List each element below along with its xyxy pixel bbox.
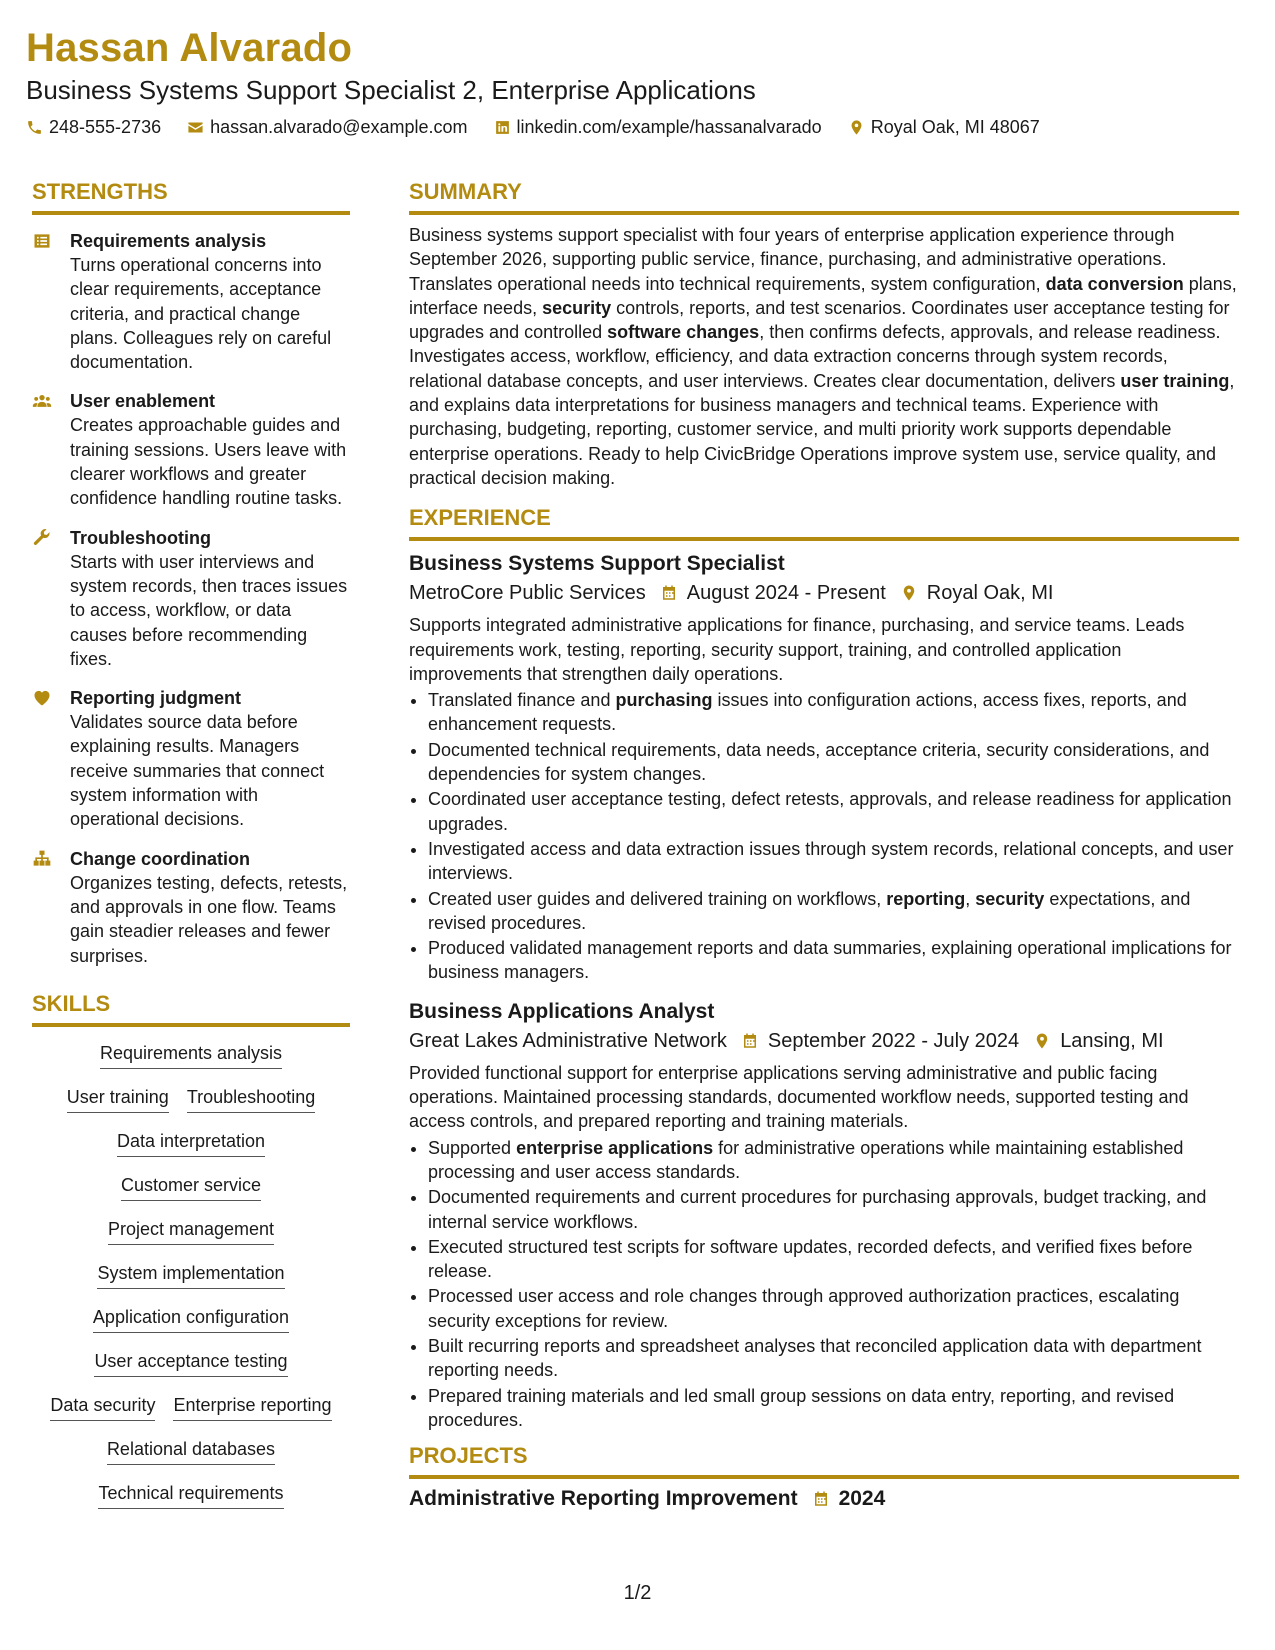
text-run: Produced validated management reports and data summaries, explaining operational implications for business managers. [428, 938, 1232, 983]
calendar-icon [741, 1032, 759, 1050]
job-dates-wrap [741, 1027, 1019, 1055]
strength-item [32, 686, 350, 831]
job-bullet [428, 887, 1239, 936]
users-icon [32, 391, 52, 411]
bold-text: data conversion [1045, 273, 1184, 294]
text-run: Translated finance and [428, 690, 616, 711]
contact-email[interactable] [187, 116, 467, 138]
text-run: Coordinated user acceptance testing, defect retests, approvals, and release readiness for application upgrades. [428, 789, 1232, 834]
skill-tag: User acceptance testing [94, 1349, 287, 1377]
bold-text: reporting [886, 888, 966, 909]
skills-list [32, 1041, 350, 1509]
job-location-wrap [900, 579, 1054, 607]
skill-tag: Customer service [121, 1173, 261, 1201]
skill-tag: Data security [50, 1393, 155, 1421]
strength-title: Change coordination [70, 848, 250, 869]
text-run: , [965, 888, 976, 909]
text-run: Documented requirements and current procedures for purchasing approvals, budget tracking, and internal service workflows. [428, 1187, 1207, 1232]
job-company: Great Lakes Administrative Network [409, 1029, 727, 1052]
text-run: Prepared training materials and led small group sessions on data entry, reporting, and revised procedures. [428, 1385, 1175, 1430]
envelope-icon [187, 119, 204, 136]
job-bullet [428, 1384, 1239, 1433]
map-pin-icon [848, 119, 865, 136]
job-dates: August 2024 - Present [686, 582, 886, 605]
text-run: Built recurring reports and spreadsheet analyses that reconciled application data with department reporting needs. [428, 1335, 1202, 1381]
job-bullet [428, 1136, 1239, 1185]
skill-tag: Data interpretation [117, 1129, 265, 1157]
strength-item [32, 229, 350, 374]
location-text: Royal Oak, MI 48067 [870, 117, 1040, 137]
contact-bar [26, 116, 1249, 138]
page-number: 1/2 [623, 1582, 652, 1604]
skill-tag: Application configuration [93, 1305, 289, 1333]
text-run: Processed user access and role changes through approved authorization practices, escalating security exceptions for review. [428, 1286, 1180, 1331]
job-bullet [428, 936, 1239, 985]
skills-heading: SKILLS [32, 990, 350, 1027]
resume-header [26, 22, 1249, 138]
text-run: Business systems support specialist with four years of enterprise application experience through September 2026, supporting public service, finance, purchasing, and administrative operations. Translates operational needs into technical requirements, system configuration, [409, 225, 1175, 294]
skill-tag: User training [67, 1085, 169, 1113]
map-pin-icon [900, 584, 918, 602]
text-run: Created user guides and delivered training on workflows, [428, 888, 887, 909]
job-description: Supports integrated administrative applications for finance, purchasing, and service teams. Leads requirements work, testing, reporting, security support, training, and controlled application improvements that strengthen daily operations. [409, 615, 1185, 684]
strengths-heading: STRENGTHS [32, 178, 350, 215]
strength-title: Troubleshooting [70, 527, 211, 548]
experience-heading: EXPERIENCE [409, 504, 1239, 541]
strength-desc: Organizes testing, defects, retests, and approvals in one flow. Teams gain steadier releases and fewer surprises. [70, 872, 348, 966]
job-location-wrap [1033, 1027, 1163, 1055]
skill-tag: Relational databases [107, 1437, 275, 1465]
phone-icon [26, 119, 43, 136]
bold-text: purchasing [615, 690, 713, 711]
job-description: Provided functional support for enterprise applications serving administrative and public facing operations. Maintained processing standards, documented workflow needs, supported testing and access controls, and prepared reporting and training materials. [409, 1062, 1189, 1132]
job-bullet [428, 1185, 1239, 1234]
text-run: expectations, and revised procedures. [428, 888, 1191, 933]
job-dates: September 2022 - July 2024 [767, 1029, 1020, 1052]
candidate-name: Hassan Alvarado [26, 26, 353, 70]
strength-item [32, 389, 350, 510]
job-dates-wrap [660, 579, 886, 607]
job-bullet [428, 837, 1239, 886]
strength-item [32, 847, 350, 968]
skill-tag: System implementation [97, 1261, 284, 1289]
skill-tag: Project management [108, 1217, 274, 1245]
job-location: Lansing, MI [1060, 1029, 1164, 1052]
job-entry [409, 997, 1239, 1432]
job-bullet [428, 1334, 1239, 1383]
bold-text: security [542, 297, 612, 318]
strengths-list [32, 229, 350, 968]
sitemap-icon [32, 849, 52, 869]
bold-text: user training [1120, 370, 1230, 391]
text-run: for administrative operations while maintaining established processing and user access standards. [428, 1137, 1184, 1182]
strength-item [32, 526, 350, 671]
map-pin-icon [1033, 1032, 1051, 1050]
text-run: Documented technical requirements, data needs, acceptance criteria, security considerations, and dependencies for system changes. [428, 739, 1210, 785]
candidate-title: Business Systems Support Specialist 2, Enterprise Applications [26, 75, 756, 105]
contact-phone [26, 116, 161, 138]
linkedin-text[interactable]: linkedin.com/example/hassanalvarado [516, 117, 822, 137]
job-bullet [428, 1235, 1239, 1284]
job-title: Business Applications Analyst [409, 999, 715, 1023]
skill-tag: Technical requirements [98, 1481, 283, 1509]
strength-title: Reporting judgment [70, 688, 241, 709]
strength-desc: Starts with user interviews and system records, then traces issues to access, workflow, or data causes before recommending fixes. [70, 551, 348, 669]
right-column [409, 178, 1239, 1511]
contact-linkedin[interactable] [494, 116, 822, 138]
job-meta [409, 579, 1239, 607]
text-run: issues into configuration actions, access fixes, reports, and enhancement requests. [428, 690, 1187, 735]
strength-desc: Validates source data before explaining results. Managers receive summaries that connect system information with operational decisions. [70, 712, 325, 830]
job-meta [409, 1027, 1239, 1055]
left-column [32, 178, 350, 1525]
project-entry [409, 1487, 1239, 1511]
bold-text: enterprise applications [516, 1137, 714, 1158]
strength-desc: Creates approachable guides and training sessions. Users leave with clearer workflows and greater confidence handling routine tasks. [70, 415, 347, 509]
list-icon [32, 231, 52, 251]
job-bullet [428, 688, 1239, 737]
project-year: 2024 [838, 1487, 886, 1511]
skill-tag: Requirements analysis [100, 1041, 282, 1069]
email-text[interactable]: hassan.alvarado@example.com [210, 117, 468, 137]
job-bullet [428, 787, 1239, 836]
phone-text: 248-555-2736 [49, 117, 162, 137]
job-entry [409, 549, 1239, 984]
summary-heading: SUMMARY [409, 178, 1239, 215]
strength-title: User enablement [70, 391, 216, 412]
strength-desc: Turns operational concerns into clear requirements, acceptance criteria, and practical change plans. Colleagues rely on careful documentation. [70, 255, 332, 373]
strength-title: Requirements analysis [70, 231, 267, 251]
skill-tag: Troubleshooting [187, 1085, 315, 1113]
project-title: Administrative Reporting Improvement [409, 1487, 798, 1511]
calendar-icon [660, 584, 678, 602]
heart-icon [32, 688, 52, 708]
calendar-icon [812, 1490, 830, 1508]
text-run: Executed structured test scripts for software updates, recorded defects, and verified fixes before release. [428, 1236, 1193, 1282]
job-company: MetroCore Public Services [409, 582, 646, 605]
text-run: plans, interface needs, [409, 273, 1237, 318]
wrench-icon [32, 528, 52, 548]
contact-location [848, 116, 1040, 138]
linkedin-icon [494, 119, 511, 136]
text-run: , then confirms defects, approvals, and release readiness. Investigates access, workflow, efficiency, and data extraction concerns through system records, relational database concepts, and user interviews. Creates clear documentation, delivers [409, 322, 1221, 391]
summary-text [409, 223, 1239, 490]
job-bullets [409, 688, 1239, 985]
text-run: controls, reports, and test scenarios. Coordinates user acceptance testing for upgrades and controlled [409, 297, 1230, 343]
job-bullet [428, 1284, 1239, 1333]
bold-text: software changes [607, 322, 760, 343]
text-run: Supported [428, 1137, 517, 1158]
projects-heading: PROJECTS [409, 1442, 1239, 1479]
text-run: Investigated access and data extraction issues through system records, relational concepts, and user interviews. [428, 838, 1234, 884]
skill-tag: Enterprise reporting [173, 1393, 331, 1421]
text-run: , and explains data interpretations for business managers and technical teams. Experience with purchasing, budgeting, reporting, customer service, and multi priority work supports dependable enterprise operations. Ready to help CivicBridge Operations improve system use, service quality, and practical decision making. [409, 370, 1235, 488]
job-bullet [428, 738, 1239, 787]
bold-text: security [975, 888, 1045, 909]
job-bullets [409, 1136, 1239, 1433]
job-title: Business Systems Support Specialist [409, 552, 785, 576]
job-location: Royal Oak, MI [926, 582, 1054, 605]
